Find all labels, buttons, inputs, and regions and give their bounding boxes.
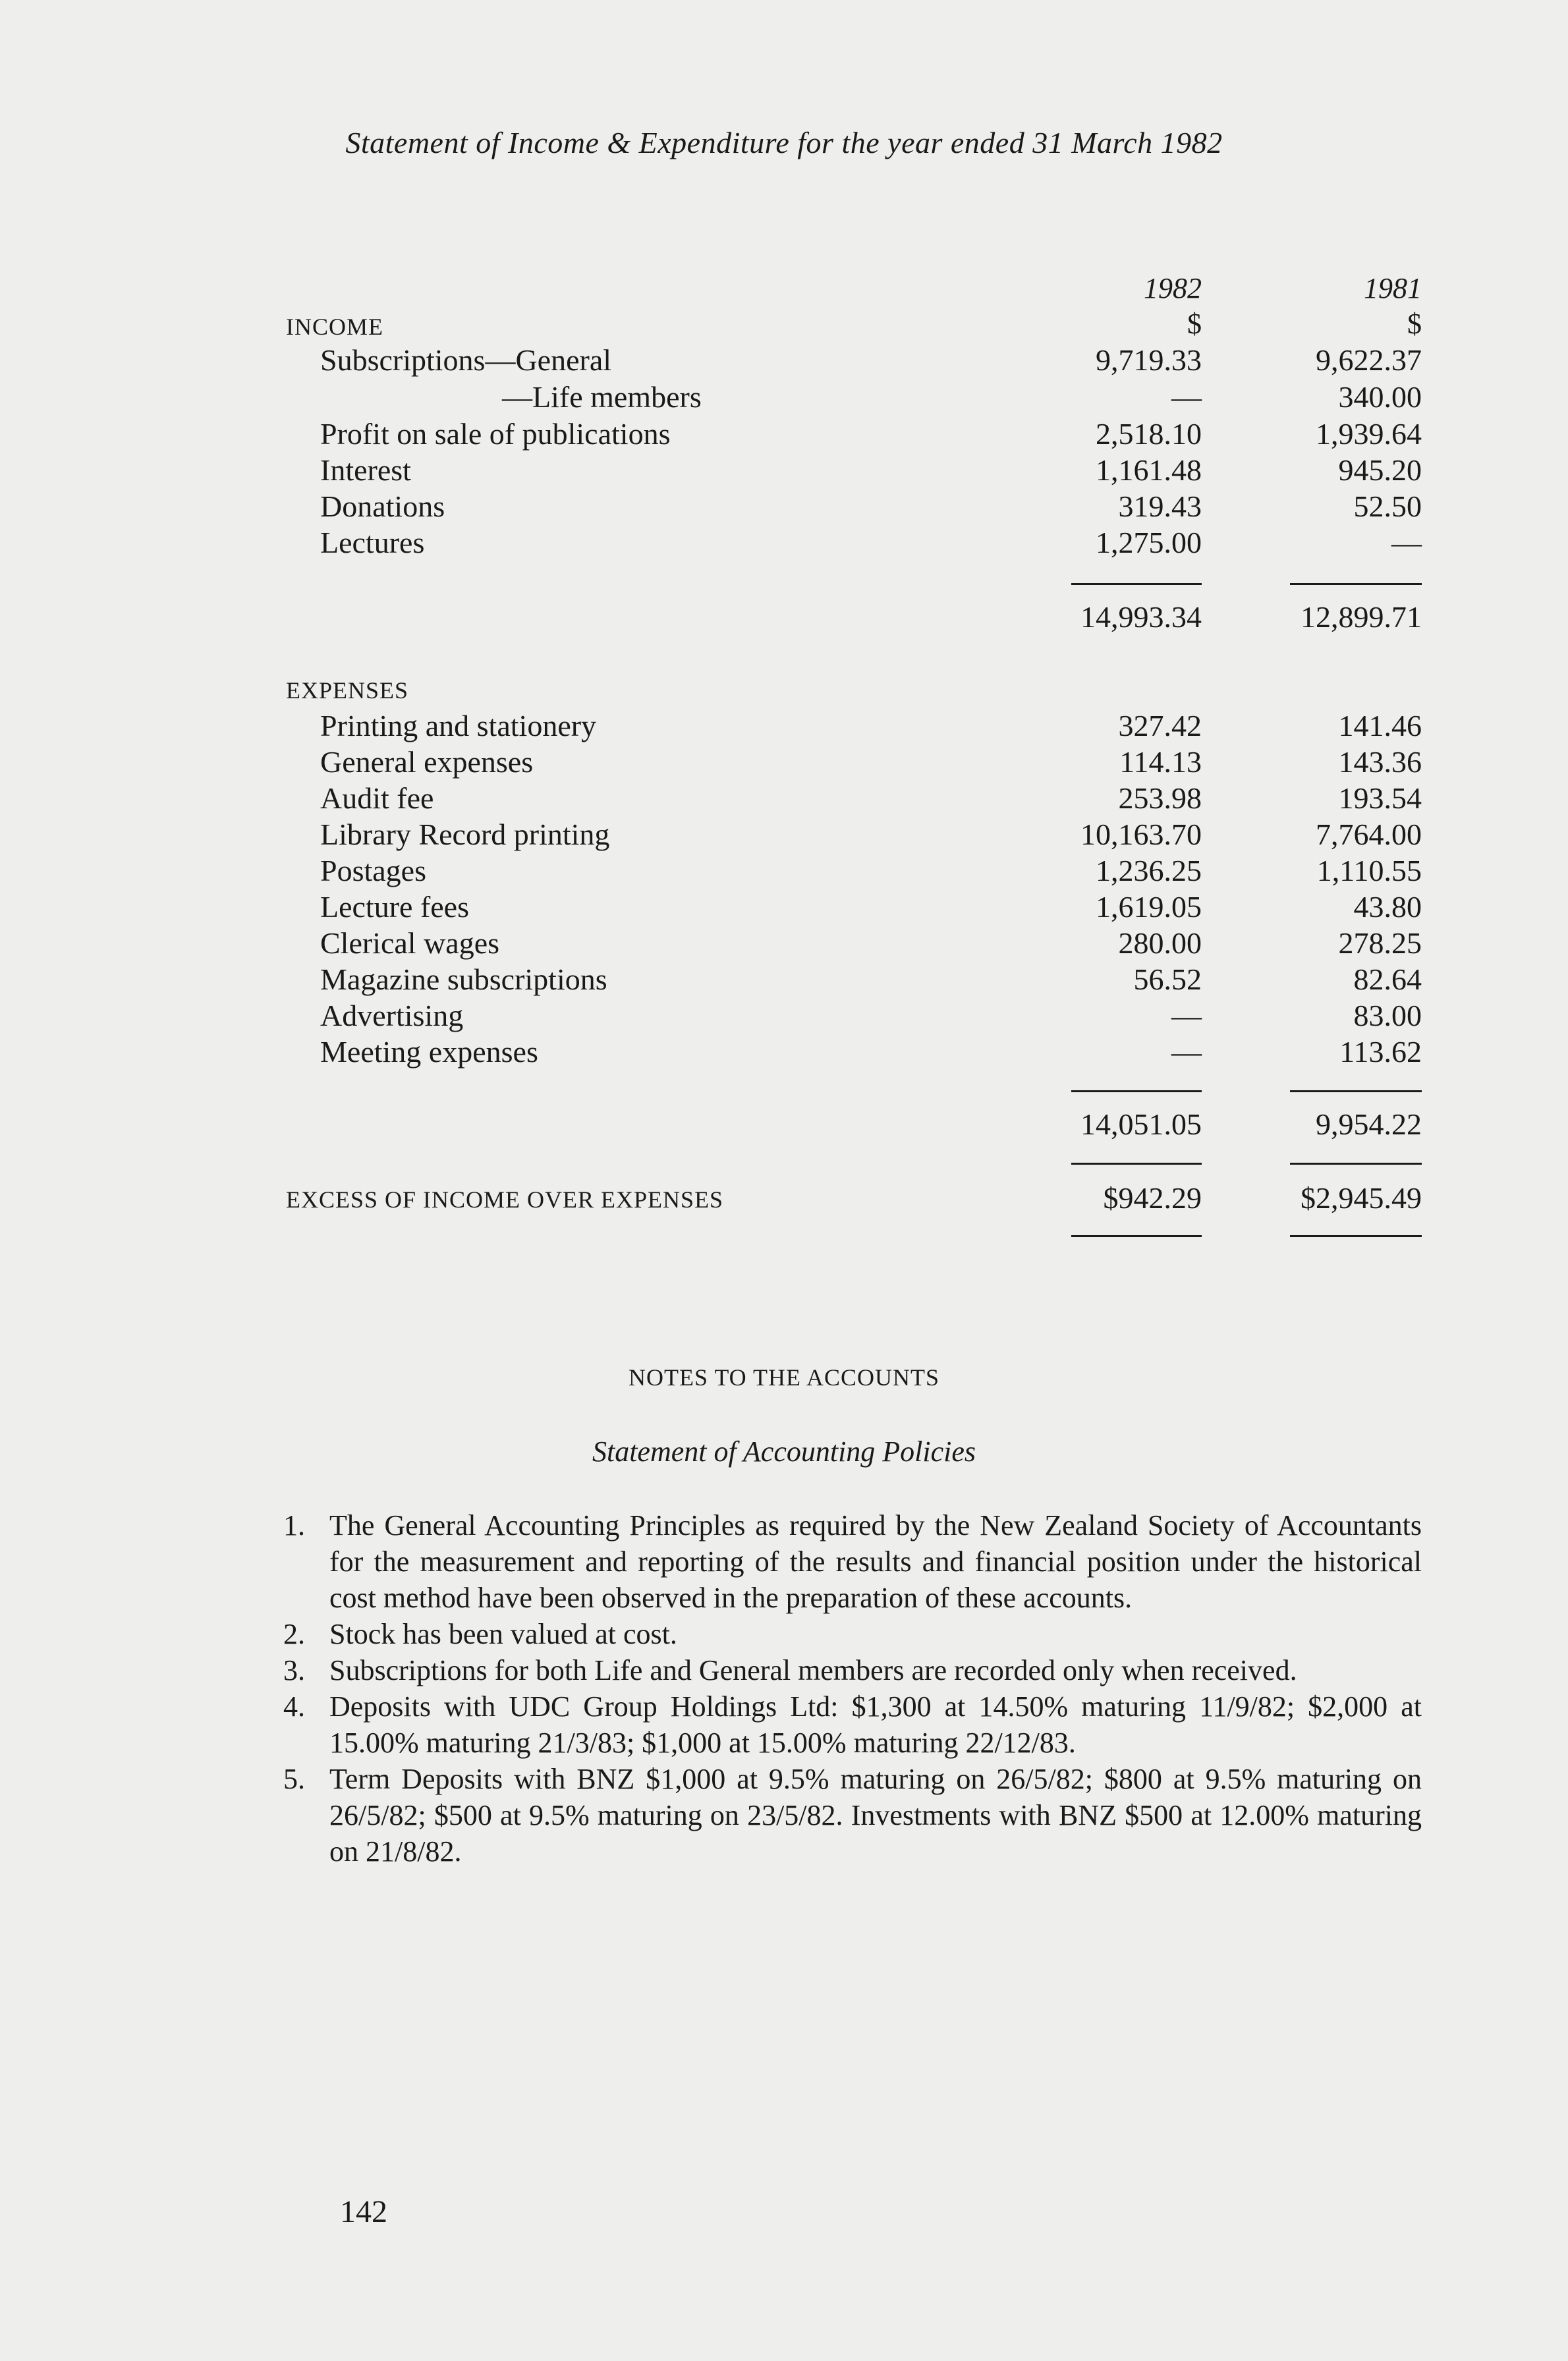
expense-item-1982: 10,163.70 [1080,818,1202,851]
column-currency-1982: $ [1187,308,1202,340]
notes-list [283,1507,1422,1870]
note-number: 4. [283,1690,305,1723]
income-item-label: Profit on sale of publications [320,417,671,451]
income-item-1982: 1,275.00 [1096,526,1202,559]
note-text: Deposits with UDC Group Holdings Ltd: $1,300 at 14.50% maturing 11/9/82; $2,000 at 15.00% maturing 21/3/83; $1,000 at 15.00% maturing 22/12/83. [329,1690,1422,1759]
page-title: Statement of Income & Expenditure for the year ended 31 March 1982 [345,126,1223,159]
expenses-total-1982: 14,051.05 [1080,1107,1202,1141]
expense-item-1982: 327.42 [1118,709,1202,742]
note-text: Stock has been valued at cost. [329,1618,677,1650]
income-item-label: Lectures [320,526,425,559]
expenses-subtotal-rule [1071,1090,1202,1092]
expense-item-1982: — [1171,1035,1202,1069]
expense-item-label: Printing and stationery [320,709,597,742]
expense-item-1982: 280.00 [1118,926,1202,960]
excess-bottom-rule [1071,1235,1202,1237]
excess-top-rule [1290,1163,1422,1165]
income-item-label: —Life members [502,380,702,414]
column-year-1982: 1982 [1144,272,1202,304]
excess-1981: $2,945.49 [1301,1181,1422,1215]
expense-item-1982: 114.13 [1119,745,1202,779]
expense-item-label: Meeting expenses [320,1035,538,1069]
excess-top-rule [1071,1163,1202,1165]
income-total-1981: 12,899.71 [1301,600,1422,634]
expense-item-1981: 83.00 [1353,999,1422,1032]
expense-item-1981: 113.62 [1339,1035,1422,1069]
excess-label: EXCESS OF INCOME OVER EXPENSES [286,1186,724,1213]
note-number: 2. [283,1618,305,1650]
note-text: Term Deposits with BNZ $1,000 at 9.5% maturing on 26/5/82; $800 at 9.5% maturing on 26/5/82; $500 at 9.5% maturing on 23/5/82. Investments with BNZ $500 at 12.00% maturing on 21/8/82. [329,1763,1422,1868]
income-item-1981: 1,939.64 [1316,417,1422,451]
income-item-1982: 1,161.48 [1096,453,1202,487]
expense-item-1982: 1,236.25 [1096,854,1202,887]
expense-item-1981: 43.80 [1353,890,1422,924]
income-item-1981: — [1391,526,1422,559]
expense-item-1982: 1,619.05 [1096,890,1202,924]
income-item-label: Interest [320,453,411,487]
expense-item-1981: 193.54 [1338,781,1422,815]
column-currency-1981: $ [1407,308,1422,340]
expense-item-label: Lecture fees [320,890,470,924]
income-heading: INCOME [286,314,383,340]
expenses-heading: EXPENSES [286,677,409,704]
income-item-1981: 52.50 [1353,489,1422,523]
expense-item-1982: 253.98 [1118,781,1202,815]
income-subtotal-rule [1290,583,1422,585]
expense-item-1982: 56.52 [1133,962,1202,996]
income-item-1981: 9,622.37 [1316,343,1422,377]
expense-item-1982: — [1171,999,1202,1032]
income-total-1982: 14,993.34 [1080,600,1202,634]
column-year-1981: 1981 [1364,272,1422,304]
income-item-1982: 2,518.10 [1096,417,1202,451]
income-item-1982: 319.43 [1118,489,1202,523]
excess-1982: $942.29 [1103,1181,1202,1215]
expense-item-label: Magazine subscriptions [320,962,607,996]
income-item-label: Subscriptions—General [320,343,612,377]
expense-item-label: Postages [320,854,426,887]
income-subtotal-rule [1071,583,1202,585]
note-item [283,1761,1422,1870]
excess-bottom-rule [1290,1235,1422,1237]
expenses-subtotal-rule [1290,1090,1422,1092]
expense-item-1981: 7,764.00 [1316,818,1422,851]
income-item-1982: 9,719.33 [1096,343,1202,377]
expense-item-1981: 278.25 [1338,926,1422,960]
income-item-label: Donations [320,489,445,523]
note-number: 1. [283,1509,305,1542]
income-item-1981: 340.00 [1338,380,1422,414]
expense-item-label: General expenses [320,745,534,779]
expense-item-label: Clerical wages [320,926,500,960]
expense-item-1981: 141.46 [1338,709,1422,742]
note-item [283,1652,1422,1688]
page-number: 142 [340,2194,387,2229]
note-text: The General Accounting Principles as required by the New Zealand Society of Accountants for the measurement and reporting of the results and financial position under the historical cost method have been observed in the preparation of these accounts. [329,1509,1422,1614]
expense-item-label: Advertising [320,999,464,1032]
note-text: Subscriptions for both Life and General members are recorded only when received. [329,1654,1297,1686]
income-item-1982: — [1171,380,1202,414]
expense-item-1981: 1,110.55 [1316,854,1422,887]
expenses-total-1981: 9,954.22 [1316,1107,1422,1141]
expense-item-label: Audit fee [320,781,434,815]
expense-item-1981: 82.64 [1353,962,1422,996]
income-item-1981: 945.20 [1338,453,1422,487]
note-number: 5. [283,1763,305,1795]
notes-heading: NOTES TO THE ACCOUNTS [628,1364,940,1391]
notes-subheading: Statement of Accounting Policies [592,1435,976,1468]
expense-item-1981: 143.36 [1338,745,1422,779]
expense-item-label: Library Record printing [320,818,610,851]
note-number: 3. [283,1654,305,1686]
note-item [283,1688,1422,1761]
note-item [283,1507,1422,1616]
note-item [283,1616,1422,1652]
